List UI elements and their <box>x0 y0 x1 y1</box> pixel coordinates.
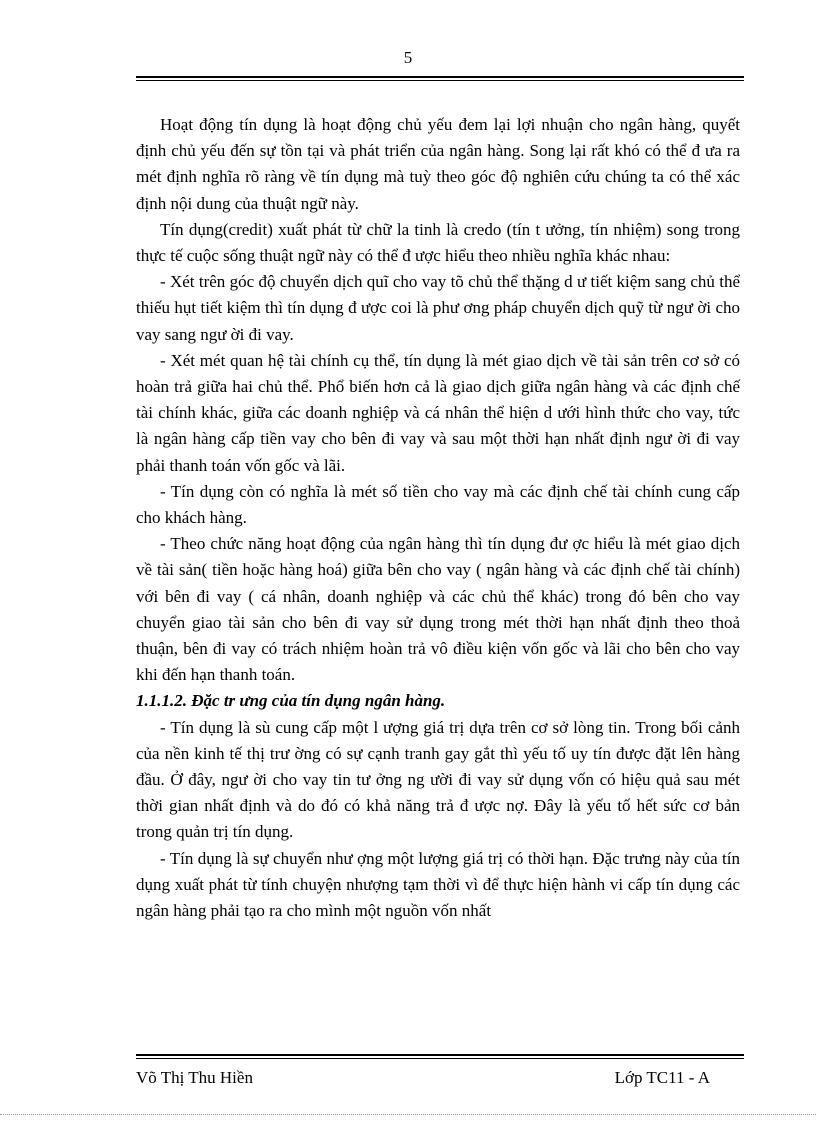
page-edge-divider <box>0 1114 816 1115</box>
paragraph: - Xét mét quan hệ tài chính cụ thể, tín dụng là mét giao dịch về tài sản trên cơ sở có hoàn trả giữa hai chủ thể. Phổ biến hơn cả là giao dịch giữa ngân hàng và các định chế tài chính khác, giữa các doanh nghiệp và cá nhân thể hiện d ưới hình thức cho vay, tức là ngân hàng cấp tiền vay cho bên đi vay và sau một thời hạn nhất định ngư ời đi vay phải thanh toán vốn gốc và lãi. <box>136 350 740 475</box>
paragraph: - Tín dụng là sự chuyển như ợng một lượng giá trị có thời hạn. Đặc trưng này của tín dụng xuất phát từ tính chuyện nhượng tạm thời vì để thực hiện hành vi cấp tín dụng các ngân hàng phải tạo ra cho mình một nguồn vốn nhất <box>136 848 740 921</box>
paragraph: Tín dụng(credit) xuất phát từ chữ la tinh là credo (tín t ưởng, tín nhiệm) song trong thực tế cuộc sống thuật ngữ này có thể đ ược hiểu theo nhiều nghĩa khác nhau: <box>136 219 740 266</box>
section-heading: 1.1.1.2. Đặc tr ưng của tín dụng ngân hàng. <box>136 691 446 711</box>
paragraph: - Xét trên góc độ chuyển dịch quĩ cho vay tõ chủ thể thặng d ư tiết kiệm sang chủ thể thiếu hụt tiết kiệm thì tín dụng đ ược coi là phư ơng pháp chuyển dịch quỹ từ ngư ời cho vay sang ngư ời đi vay. <box>136 272 740 344</box>
paragraph: Hoạt động tín dụng là hoạt động chủ yếu đem lại lợi nhuận cho ngân hàng, quyết định chủ yếu đến sự tồn tại và phát triển của ngân hàng. Song lại rất khó có thể đ ưa ra mét định nghĩa rõ ràng về tín dụng mà tuỳ theo góc độ nghiên cứu chúng ta có thể xác định nội dung của thuật ngữ này. <box>136 115 740 213</box>
paragraph: - Tín dụng còn có nghĩa là mét số tiền cho vay mà các định chế tài chính cung cấp cho khách hàng. <box>136 481 740 528</box>
paragraph: - Tín dụng là sù cung cấp một l ượng giá trị dựa trên cơ sở lòng tin. Trong bối cảnh của nền kinh tế thị trư ờng có sự cạnh tranh gay gắt thì yếu tố uy tín được đặt lên hàng đầu. Ở đây, ngư ời cho vay tin tư ởng ng ười đi vay sử dụng vốn có hiệu quả sau mét thời gian nhất định và do đó có khả năng trả đ ược nợ. Đây là yếu tố hết sức cơ bản trong quản trị tín dụng. <box>136 717 740 842</box>
footer-class: Lớp TC11 - A <box>614 1068 710 1087</box>
footer-divider <box>136 1054 744 1059</box>
footer-author: Võ Thị Thu Hiền <box>136 1068 253 1087</box>
document-body <box>136 112 740 924</box>
page-number: 5 <box>403 48 413 67</box>
header-divider <box>136 76 744 81</box>
paragraph: - Theo chức năng hoạt động của ngân hàng thì tín dụng đư ợc hiểu là mét giao dịch về tài sản( tiền hoặc hàng hoá) giữa bên cho vay ( ngân hàng và các định chế tài chính) với bên đi vay ( cá nhân, doanh nghiệp và các chủ thể khác) trong đó bên cho vay chuyển giao tài sản cho bên đi vay sử dụng trong mét thời hạn nhất định theo thoả thuận, bên đi vay có trách nhiệm hoàn trả vô điều kiện vốn gốc và lãi cho bên cho vay khi đến hạn thanh toán. <box>136 534 740 685</box>
